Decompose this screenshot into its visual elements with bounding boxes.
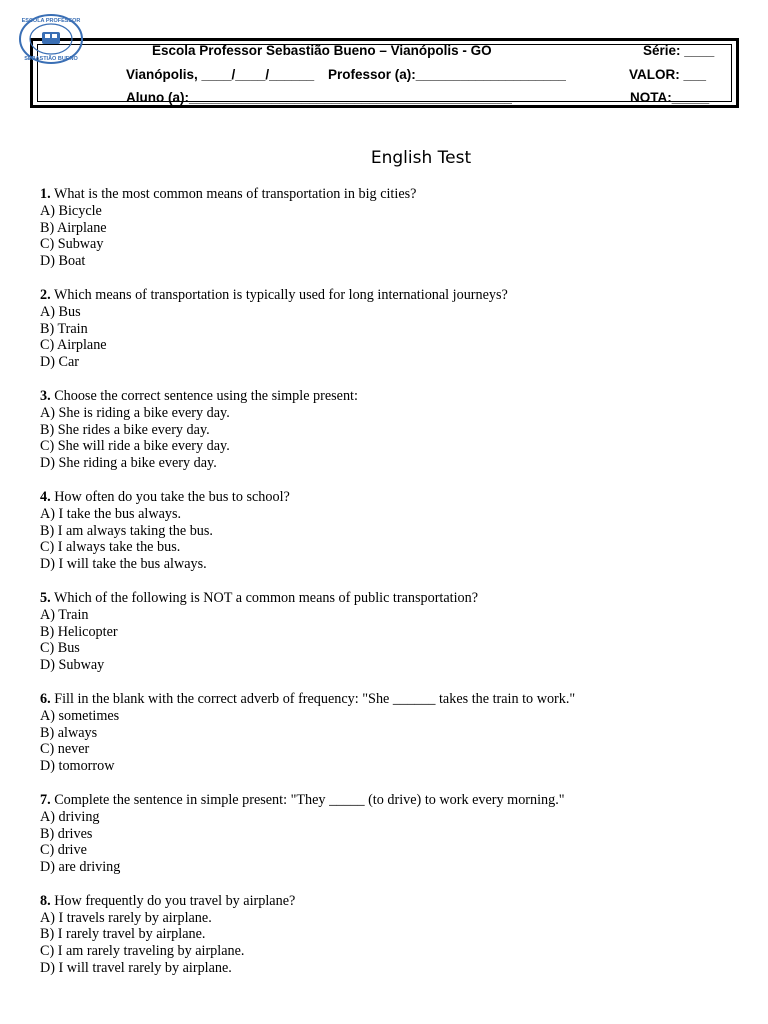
- answer-option[interactable]: C) drive: [40, 842, 87, 859]
- answer-option[interactable]: B) I rarely travel by airplane.: [40, 926, 206, 943]
- answer-option[interactable]: D) Subway: [40, 657, 105, 674]
- answer-option[interactable]: C) Airplane: [40, 337, 107, 354]
- question-number: 7.: [40, 791, 51, 808]
- logo-text-bottom: SEBASTIÃO BUENO: [24, 56, 78, 62]
- question-number: 4.: [40, 488, 51, 505]
- page-title: English Test: [370, 148, 472, 168]
- answer-option[interactable]: A) sometimes: [40, 707, 120, 724]
- answer-option[interactable]: A) Train: [40, 606, 89, 623]
- answer-option[interactable]: D) Car: [40, 354, 80, 371]
- question-text: Complete the sentence in simple present: "They _____ (to drive) to work every morning.": [54, 791, 565, 808]
- answer-option[interactable]: A) driving: [40, 808, 100, 825]
- question-number: 1.: [40, 186, 51, 202]
- question-number: 5.: [40, 589, 51, 606]
- question-text: Which means of transportation is typically used for long international journeys?: [53, 286, 508, 303]
- question-text: How frequently do you travel by airplane?: [54, 892, 296, 909]
- question-8: [40, 893, 740, 977]
- answer-option[interactable]: C) Subway: [40, 236, 104, 253]
- answer-option[interactable]: C) Bus: [40, 640, 80, 657]
- question-stem: [40, 691, 740, 708]
- question-5: [40, 590, 740, 674]
- question-3: [40, 388, 740, 472]
- question-text: What is the most common means of transportation in big cities?: [53, 186, 417, 202]
- serie-field[interactable]: Série: ____: [643, 43, 715, 58]
- answer-option[interactable]: A) I travels rarely by airplane.: [40, 909, 212, 926]
- question-stem: [40, 287, 740, 304]
- question-7: [40, 792, 740, 876]
- question-number: 3.: [40, 387, 51, 404]
- question-text: Which of the following is NOT a common means of public transportation?: [53, 589, 479, 606]
- question-stem: [40, 792, 740, 809]
- question-number: 2.: [40, 286, 51, 303]
- date-field[interactable]: Vianópolis, ____/____/______: [126, 67, 315, 82]
- question-4: [40, 489, 740, 573]
- question-stem: [40, 893, 740, 910]
- question-number: 6.: [40, 690, 51, 707]
- answer-option[interactable]: C) She will ride a bike every day.: [40, 438, 230, 455]
- answer-option[interactable]: B) She rides a bike every day.: [40, 421, 210, 438]
- answer-option[interactable]: A) She is riding a bike every day.: [40, 404, 230, 421]
- question-text: Fill in the blank with the correct adverb of frequency: "She ______ takes the train to work.": [54, 690, 576, 707]
- answer-option[interactable]: A) Bus: [40, 303, 81, 320]
- answer-option[interactable]: C) I always take the bus.: [40, 539, 181, 556]
- answer-option[interactable]: B) drives: [40, 825, 93, 842]
- question-text: Choose the correct sentence using the simple present:: [54, 387, 358, 404]
- answer-option[interactable]: D) She riding a bike every day.: [40, 455, 217, 472]
- question-stem: [40, 489, 740, 506]
- answer-option[interactable]: B) always: [40, 724, 98, 741]
- answer-option[interactable]: B) Train: [40, 320, 88, 337]
- answer-option[interactable]: D) I will travel rarely by airplane.: [40, 960, 232, 977]
- question-2: [40, 287, 740, 371]
- question-stem: [40, 590, 740, 607]
- school-name: Escola Professor Sebastião Bueno – Vianópolis - GO: [152, 43, 492, 58]
- question-stem: [40, 186, 740, 203]
- logo-text-top: ESCOLA PROFESSOR: [21, 18, 81, 24]
- question-1: [40, 186, 740, 270]
- school-logo: [18, 13, 84, 65]
- logo-emblem-window: [52, 34, 57, 38]
- answer-option[interactable]: B) Airplane: [40, 219, 107, 236]
- valor-field[interactable]: VALOR: ___: [629, 67, 707, 82]
- answer-option[interactable]: D) are driving: [40, 859, 121, 876]
- answer-option[interactable]: D) I will take the bus always.: [40, 556, 207, 573]
- answer-option[interactable]: A) Bicycle: [40, 202, 102, 219]
- answer-option[interactable]: C) I am rarely traveling by airplane.: [40, 943, 245, 960]
- question-stem: [40, 388, 740, 405]
- question-number: 8.: [40, 892, 51, 909]
- answer-option[interactable]: A) I take the bus always.: [40, 505, 182, 522]
- logo-emblem: [42, 32, 60, 44]
- answer-option[interactable]: B) I am always taking the bus.: [40, 522, 213, 539]
- nota-field[interactable]: NOTA:_____: [630, 90, 710, 105]
- question-6: [40, 691, 740, 775]
- answer-option[interactable]: B) Helicopter: [40, 623, 118, 640]
- answer-option[interactable]: D) tomorrow: [40, 758, 115, 775]
- logo-emblem-window: [45, 34, 50, 38]
- answer-option[interactable]: C) never: [40, 741, 90, 758]
- professor-field[interactable]: Professor (a):____________________: [328, 67, 566, 82]
- answer-option[interactable]: D) Boat: [40, 253, 86, 270]
- question-list: [40, 186, 740, 994]
- question-text: How often do you take the bus to school?: [54, 488, 290, 505]
- student-name-field[interactable]: Aluno (a):___________________________________________: [126, 90, 512, 105]
